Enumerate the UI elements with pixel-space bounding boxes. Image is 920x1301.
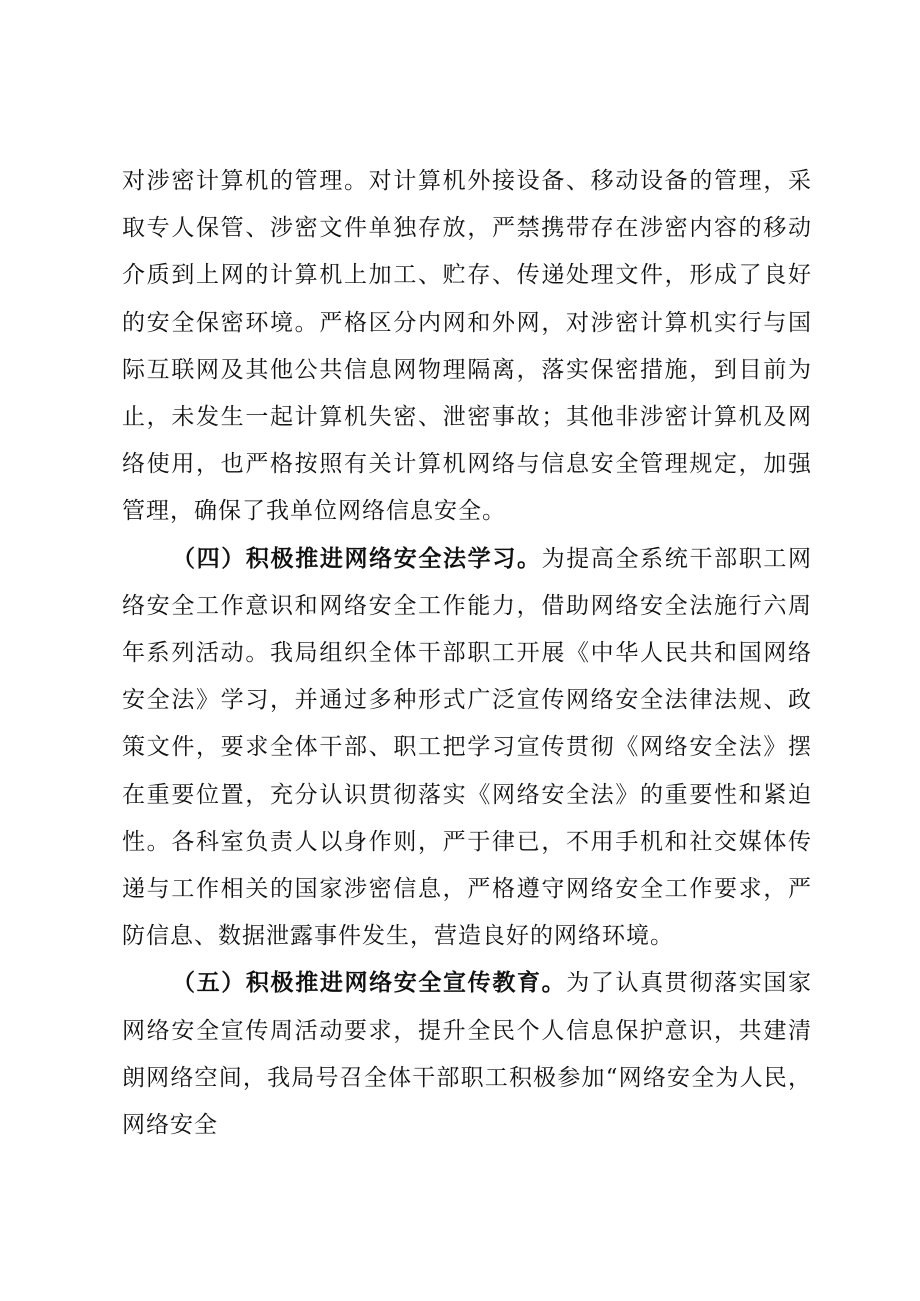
paragraph-computer-management <box>122 158 812 536</box>
paragraph-text: 为提高全系统干部职工网络安全工作意识和网络安全工作能力，借助网络安全法施行六周年系列活动。我局组织全体干部职工开展《中华人民共和国网络安全法》学习，并通过多种形式广泛宣传网络安全法律法规、政策文件，要求全体干部、职工把学习宣传贯彻《网络安全法》摆在重要位置，充分认识贯彻落实《网络安全法》的重要性和紧迫性。各科室负责人以身作则，严于律已，不用手机和社交媒体传递与工作相关的国家涉密信息，严格遵守网络安全工作要求，严防信息、数据泄露事件发生，营造良好的网络环境。 <box>122 545 813 950</box>
section-heading-four: （四）积极推进网络安全法学习。 <box>172 545 542 572</box>
paragraph-text: 为了认真贯彻落实国家网络安全宣传周活动要求，提升全民个人信息保护意识，共建清朗网络空间，我局号召全体干部职工积极参加“网络安全为人民，网络安全 <box>122 970 813 1139</box>
document-body <box>122 158 812 1149</box>
section-heading-five: （五）积极推进网络安全宣传教育。 <box>172 970 567 997</box>
paragraph-cybersecurity-law-study <box>122 536 812 961</box>
paragraph-text: 对涉密计算机的管理。对计算机外接设备、移动设备的管理，采取专人保管、涉密文件单独存放，严禁携带存在涉密内容的移动介质到上网的计算机上加工、贮存、传递处理文件，形成了良好的安全保密环境。严格区分内网和外网，对涉密计算机实行与国际互联网及其他公共信息网物理隔离，落实保密措施，到目前为止，未发生一起计算机失密、泄密事故；其他非涉密计算机及网络使用，也严格按照有关计算机网络与信息安全管理规定，加强管理，确保了我单位网络信息安全。 <box>122 168 812 525</box>
paragraph-cybersecurity-education <box>122 960 812 1149</box>
